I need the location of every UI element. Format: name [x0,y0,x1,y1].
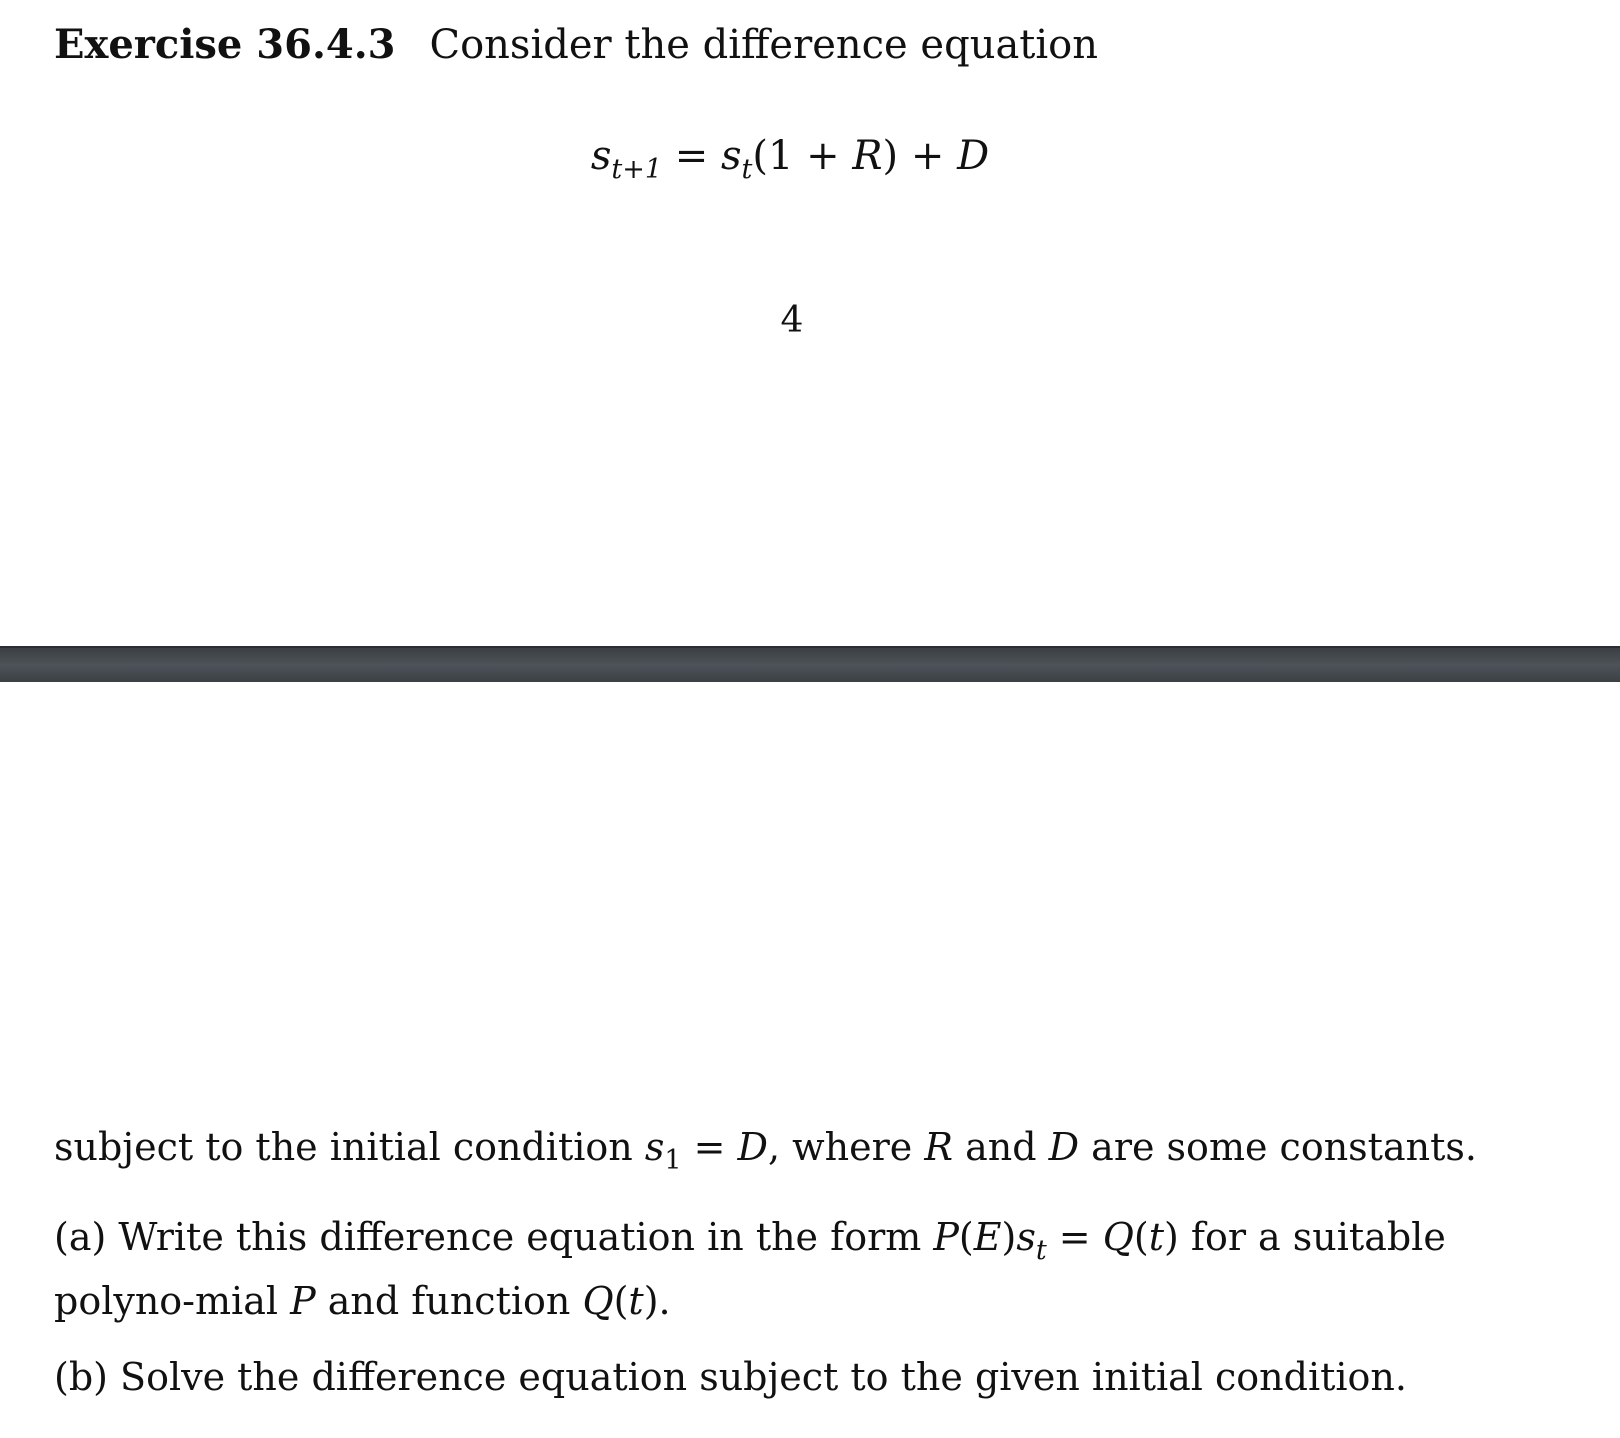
part-a-s: s [1016,1215,1036,1259]
part-a-2: ( [958,1215,974,1259]
part-a-8: ( [613,1279,629,1323]
part-a-Q: Q [1102,1215,1134,1259]
part-a-6: ) for a suitable polyno-mial [54,1215,1446,1323]
part-a-P2: P [290,1279,316,1323]
part-a-sub: t [1035,1235,1047,1266]
exercise-heading [54,18,1098,72]
part-a-4: = [1046,1215,1103,1259]
eq-rhs-sub: t [741,154,753,185]
page-divider [0,646,1620,684]
cond-R: R [924,1125,953,1169]
eq-rhs-D: D [957,133,990,179]
eq-rhs-part2: ) + [882,133,958,179]
cond-D2: D [1048,1125,1080,1169]
cond-text-4: are some constants. [1079,1125,1477,1169]
part-a-3: ) [1001,1215,1017,1259]
exercise-label: Exercise 36.4.3 [54,21,396,68]
cond-s: s [644,1125,665,1169]
eq-rhs-var: s [720,133,742,179]
part-b-text: (b) Solve the difference equation subject to the given initial condition. [54,1355,1407,1399]
eq-lhs-sub: t+1 [611,154,663,185]
cond-text-1: subject to the initial condition [54,1125,645,1169]
part-a-text [54,1212,1564,1326]
part-a-t2: t [628,1279,644,1323]
eq-lhs-var: s [590,133,612,179]
eq-equals: = [662,133,721,179]
part-a-P: P [933,1215,959,1259]
exercise-intro: Consider the difference equation [429,22,1099,68]
part-a-t: t [1148,1215,1164,1259]
part-a-7: and function [315,1279,583,1323]
part-a-Q2: Q [582,1279,614,1323]
part-a-5: ( [1133,1215,1149,1259]
eq-rhs-part1: (1 + [752,133,853,179]
cond-sub: 1 [664,1145,682,1176]
cond-text-3: and [953,1125,1049,1169]
initial-condition-text [54,1122,1564,1186]
cond-D: D [737,1125,768,1169]
document-page-top [0,0,1620,646]
difference-equation [0,128,1580,198]
part-a-E: E [973,1215,1002,1259]
page-number: 4 [780,300,804,341]
cond-text-2: , where [767,1125,925,1169]
cond-equals: = [681,1125,738,1169]
eq-rhs-R: R [852,133,883,179]
part-a-9: ). [643,1279,671,1323]
part-a-1: (a) Write this difference equation in the form [54,1215,934,1259]
